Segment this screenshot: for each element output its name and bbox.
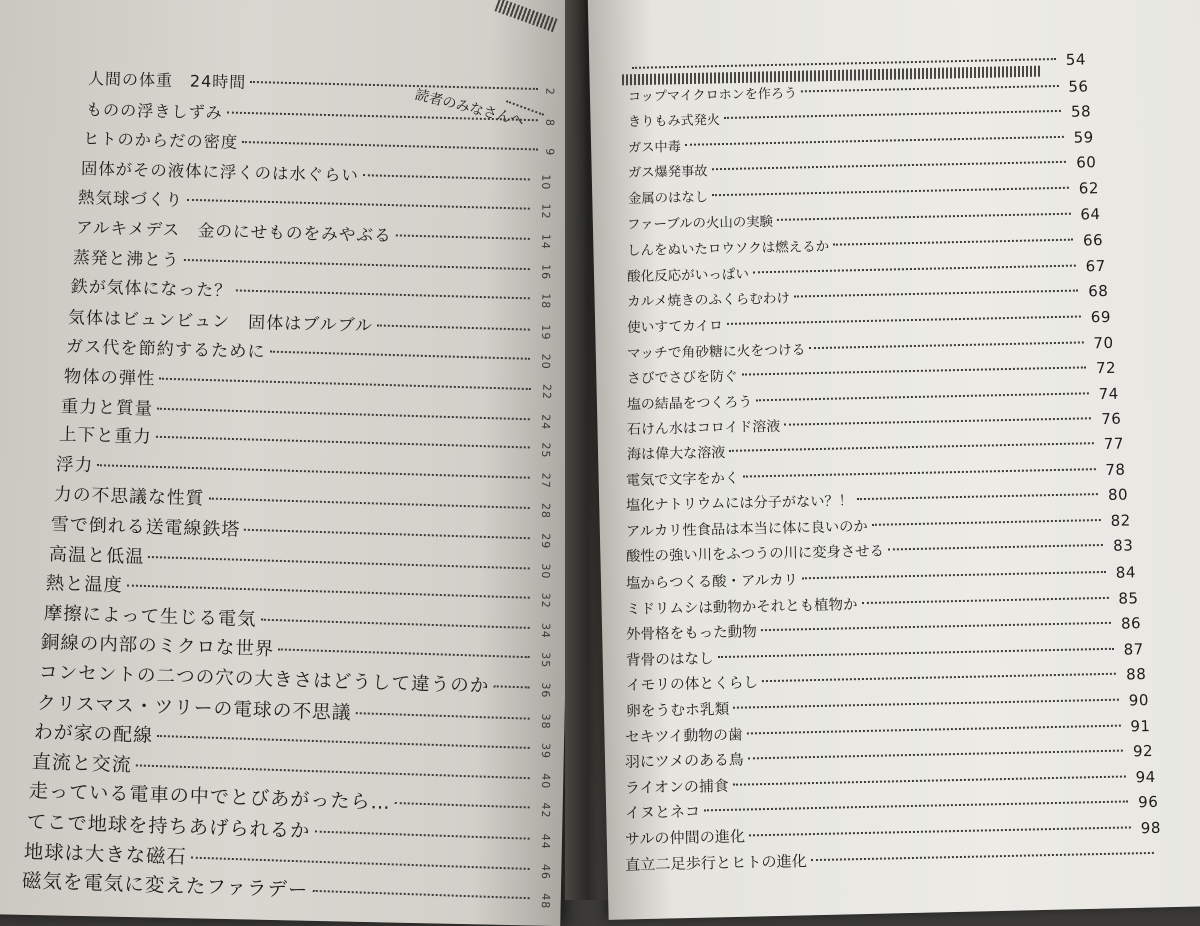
toc-entry-title: イヌとネコ — [624, 802, 701, 823]
toc-entry-page: 70 — [1093, 333, 1114, 352]
toc-entry-title: 固体がその液体に浮くのは水ぐらい — [80, 158, 359, 185]
toc-entry-page: 34 — [538, 622, 553, 639]
toc-leader-dots — [191, 856, 530, 869]
toc-entry-title: 塩化ナトリウムには分子がない？！ — [626, 493, 854, 515]
toc-entry-title: 直立二足歩行とヒトの進化 — [624, 851, 807, 874]
toc-leader-dots — [208, 498, 530, 509]
toc-entry-title: 金属のはなし — [627, 190, 708, 207]
toc-entry-page: 80 — [1108, 485, 1129, 505]
toc-leader-dots — [395, 802, 530, 808]
toc-entry-title: 羽にツメのある鳥 — [625, 750, 745, 772]
toc-entry-page: 40 — [538, 772, 553, 790]
toc-leader-dots — [727, 315, 1081, 324]
toc-entry-page: 59 — [1073, 128, 1094, 147]
toc-entry-page: 92 — [1133, 742, 1154, 761]
toc-entry-page: 8 — [543, 118, 557, 127]
toc-entry-title: 石けん水はコロイド溶液 — [626, 419, 781, 439]
toc-leader-dots — [244, 529, 529, 539]
toc-entry-title: 電気で文字をかく — [626, 470, 740, 489]
toc-entry-title: アルキメデス 金のにせものをみやぶる — [75, 218, 392, 246]
toc-entry-title: 塩からつくる酸・アルカリ — [625, 572, 799, 592]
toc-entry-title: 背骨のはなし — [625, 649, 714, 669]
toc-entry-page: 98 — [1140, 818, 1162, 838]
toc-entry-page: 2 — [543, 87, 557, 96]
toc-leader-dots — [395, 234, 529, 240]
toc-entry-page: 86 — [1120, 614, 1142, 633]
toc-entry-title: ガス代を節約するために — [65, 337, 266, 363]
toc-entry-title: 鉄が気体になった？ — [70, 276, 233, 301]
toc-leader-dots — [748, 750, 1123, 760]
toc-leader-dots — [749, 826, 1131, 836]
toc-entry-page: 48 — [538, 893, 553, 910]
toc-entry-title: 熱気球づくり — [77, 188, 184, 211]
toc-entry-page: 94 — [1135, 767, 1157, 787]
toc-entry-page: 82 — [1110, 511, 1132, 530]
toc-entry-page: 39 — [538, 742, 553, 760]
toc-entry-page: 32 — [538, 592, 553, 610]
toc-entry-title: 摩擦によって生じる電気 — [43, 602, 257, 631]
preface-entry: 読者のみなさんへ — [413, 86, 526, 130]
toc-leader-dots — [733, 699, 1119, 709]
toc-entry-page: 56 — [1068, 76, 1089, 96]
toc-entry-title: 力の不思議な性質 — [53, 484, 205, 510]
toc-entry-title: 上下と重力 — [58, 425, 152, 448]
toc-entry-title: ファーブルの火山の実験 — [627, 214, 774, 233]
toc-leader-dots — [270, 351, 530, 360]
toc-entry-page: 14 — [539, 233, 553, 250]
toc-leader-dots — [236, 290, 530, 300]
toc-entry-title: ガス中毒 — [627, 139, 681, 156]
toc-entry-title: マッチで角砂糖に火をつける — [626, 341, 806, 362]
toc-leader-dots — [802, 571, 1106, 579]
toc-entry-page: 60 — [1075, 153, 1097, 173]
toc-leader-dots — [684, 136, 1063, 146]
toc-entry-page: 29 — [538, 532, 553, 550]
toc-leader-dots — [717, 648, 1113, 658]
toc-leader-dots — [777, 212, 1070, 220]
toc-entry-title: アルカリ性食品は本当に体に良いのか — [626, 518, 869, 540]
toc-entry-page: 44 — [538, 833, 553, 850]
toc-entry-page: 9 — [543, 148, 557, 157]
toc-leader-dots — [872, 519, 1101, 526]
toc-entry-page: 54 — [1065, 50, 1087, 69]
toc-entry-page: 96 — [1138, 793, 1159, 812]
toc-entry-page: 67 — [1085, 256, 1107, 276]
toc-entry-page: 12 — [539, 203, 553, 221]
toc-entry-page: 10 — [539, 173, 553, 191]
toc-entry-title: 酸化反応がいっぱい — [627, 266, 750, 285]
toc-entry-title: 人間の体重 24時間 — [87, 69, 247, 92]
toc-entry-page: 25 — [538, 442, 553, 459]
toc-leader-dots — [632, 58, 1056, 69]
toc-leader-dots — [741, 367, 1085, 376]
toc-leader-dots — [729, 442, 1094, 452]
toc-entry-title: 塩の結晶をつくろう — [626, 394, 753, 413]
toc-entry-title: ミドリムシは動物かそれとも植物か — [625, 596, 858, 618]
toc-entry-title: サルの仲間の進化 — [624, 827, 746, 848]
toc-entry-page: 19 — [538, 324, 553, 341]
toc-entry-title: 磁気を電気に変えたファラデー — [21, 869, 309, 902]
toc-leader-dots — [355, 712, 530, 720]
toc-entry-title: さびでさびを防ぐ — [626, 368, 738, 388]
toc-entry-title: わが家の配線 — [33, 721, 154, 748]
toc-leader-dots — [155, 436, 530, 449]
toc-entry-title: 外骨格をもった動物 — [625, 624, 757, 644]
toc-entry-title: カルメ焼きのふくらむわけ — [626, 290, 791, 311]
toc-leader-dots — [711, 161, 1066, 170]
toc-entry-title: 走っている電車の中でとびあがったら… — [28, 779, 392, 815]
toc-leader-dots — [97, 464, 529, 479]
toc-leader-dots — [811, 852, 1154, 861]
toc-entry-title: 海は偉大な溶液 — [626, 444, 726, 463]
toc-leader-dots — [753, 264, 1076, 273]
toc-entry-page: 69 — [1090, 307, 1112, 327]
toc-entry-page: 77 — [1103, 434, 1124, 454]
toc-leader-dots — [159, 378, 530, 390]
toc-leader-dots — [187, 199, 530, 210]
toc-entry-title: 高温と低温 — [48, 543, 145, 568]
toc-leader-dots — [312, 890, 529, 899]
toc-leader-dots — [861, 596, 1108, 603]
toc-entry-title: ものの浮きしずみ — [85, 99, 223, 122]
toc-leader-dots — [857, 493, 1098, 500]
toc-leader-dots — [377, 324, 529, 330]
toc-entry-title: てこで地球を持ちあげられるか — [26, 810, 311, 843]
toc-leader-dots — [148, 556, 530, 569]
toc-leader-dots — [888, 544, 1103, 551]
toc-leader-dots — [747, 724, 1121, 734]
toc-entry-title: ヒトのからだの密度 — [82, 129, 239, 153]
toc-entry-page: 27 — [538, 472, 553, 489]
toc-entry-page: 18 — [539, 293, 553, 310]
toc-leader-dots — [363, 174, 530, 180]
toc-entry-title: イモリの体とくらし — [625, 674, 758, 695]
toc-entry-page: 22 — [538, 383, 553, 401]
toc-leader-dots — [157, 407, 530, 420]
toc-entry-title: クリスマス・ツリーの電球の不思議 — [36, 692, 352, 724]
toc-leader-dots — [743, 468, 1096, 477]
toc-entry-page: 64 — [1080, 204, 1102, 224]
toc-leader-dots — [260, 618, 529, 628]
toc-entry-title: 卵をうむホ乳類 — [625, 700, 729, 720]
toc-leader-dots — [809, 341, 1083, 349]
toc-leader-dots — [279, 649, 530, 659]
toc-entry-page: 72 — [1095, 358, 1117, 378]
toc-entry-page: 85 — [1118, 588, 1139, 608]
toc-entry-page: 91 — [1130, 716, 1152, 736]
toc-entry-page: 58 — [1070, 102, 1092, 121]
toc-leader-dots — [801, 85, 1058, 92]
toc-leader-dots — [127, 585, 530, 599]
toc-entry-page: 78 — [1105, 460, 1127, 479]
toc-leader-dots — [756, 392, 1089, 401]
toc-entry-page: 87 — [1123, 639, 1144, 659]
toc-entry-page: 38 — [538, 713, 553, 730]
toc-leader-dots — [704, 801, 1128, 812]
toc-entry-title: 熱と温度 — [45, 573, 124, 597]
toc-leader-dots — [784, 418, 1091, 426]
toc-entry-page: 62 — [1078, 179, 1099, 198]
toc-entry-page: 74 — [1098, 384, 1119, 403]
toc-entry-page: 88 — [1125, 665, 1147, 684]
toc-entry-title: 地球は大きな磁石 — [23, 839, 188, 869]
toc-entry-title: ライオンの捕食 — [625, 776, 730, 797]
toc-entry-page: 28 — [538, 503, 553, 520]
toc-leader-dots — [135, 764, 529, 779]
toc-entry-page: 42 — [538, 802, 553, 820]
toc-leader-dots — [712, 187, 1069, 196]
toc-entry-title: 重力と質量 — [60, 396, 154, 420]
toc-leader-dots — [250, 81, 538, 90]
toc-leader-dots — [314, 831, 530, 840]
toc-entry-title: 物体の弾性 — [63, 367, 156, 390]
toc-entry-page: 20 — [538, 353, 553, 371]
toc-entry-title: 直流と交流 — [31, 750, 132, 777]
toc-entry-title: セキツイ動物の歯 — [625, 726, 744, 746]
toc-entry-title: コップマイクロホンを作ろう — [627, 86, 798, 105]
toc-entry-title: ガス爆発事故 — [627, 164, 708, 182]
toc-entry-page: 24 — [538, 413, 553, 430]
toc-leader-dots — [157, 735, 530, 749]
toc-entry-page: 35 — [538, 652, 553, 669]
toc-entry-page: 66 — [1083, 231, 1104, 250]
toc-entry-title: しんをぬいたロウソクは燃えるか — [627, 238, 830, 260]
toc-entry-page: 36 — [538, 682, 553, 699]
toc-leader-dots — [493, 685, 529, 688]
toc-entry-page: 84 — [1115, 563, 1137, 582]
toc-entry-title: 浮力 — [55, 454, 94, 476]
toc-leader-dots — [733, 775, 1126, 785]
toc-leader-dots — [242, 141, 538, 150]
toc-entry-page: 76 — [1100, 410, 1122, 429]
toc-leader-dots — [761, 622, 1111, 631]
toc-entry-title: 銅線の内部のミクロな世界 — [41, 632, 276, 661]
toc-leader-dots — [833, 239, 1073, 246]
toc-entry-page: 68 — [1088, 282, 1109, 301]
toc-leader-dots — [724, 110, 1061, 119]
toc-entry-page: 16 — [539, 263, 553, 280]
toc-leader-dots — [762, 673, 1116, 682]
toc-leader-dots — [794, 290, 1078, 298]
toc-entry-page: 46 — [538, 863, 553, 880]
toc-entry-title: きりもみ式発火 — [627, 113, 720, 131]
toc-entry-title: 蒸発と沸とう — [73, 246, 181, 270]
toc-entry-page: 83 — [1113, 536, 1134, 556]
toc-entry-title: 雪で倒れる送電線鉄塔 — [50, 514, 241, 541]
toc-leader-dots — [184, 259, 530, 270]
toc-entry-page: 30 — [538, 562, 553, 580]
toc-entry-title: 気体はビュンビュン 固体はブルブル — [68, 307, 374, 337]
toc-entry-title: コンセントの二つの穴の大きさはどうして違うのか — [38, 662, 490, 698]
toc-entry-title: 使いすてカイロ — [626, 317, 724, 336]
toc-entry-page: 90 — [1128, 691, 1149, 710]
toc-leader-dots — [226, 111, 538, 121]
toc-entry-title: 酸性の強い川をふつうの川に変身させる — [625, 543, 885, 566]
